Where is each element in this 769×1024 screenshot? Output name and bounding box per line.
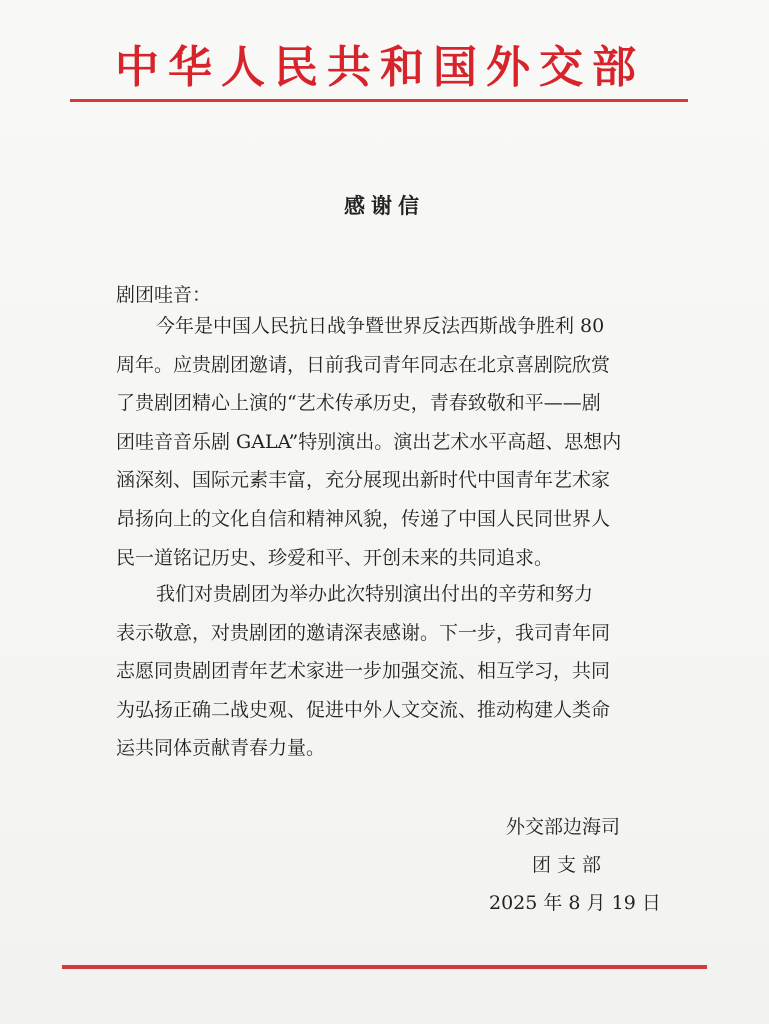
paragraph-line: 民一道铭记历史、珍爱和平、开创未来的共同追求。 <box>116 546 554 569</box>
paragraph-line: 今年是中国人民抗日战争暨世界反法西斯战争胜利 80 <box>156 315 605 337</box>
paragraph-line: 昂扬向上的文化自信和精神风貌，传递了中国人民同世界人 <box>116 507 611 530</box>
footer-red-rule <box>62 965 707 969</box>
paragraph-line: 团哇音音乐剧 GALA”特别演出。演出艺术水平高超、思想内 <box>116 430 622 453</box>
body-paragraph-1 <box>116 307 666 577</box>
signature-date: 2025 年 8 月 19 日 <box>489 892 661 914</box>
paragraph-line: 涵深刻、国际元素丰富，充分展现出新时代中国青年艺术家 <box>116 469 611 492</box>
signature-block <box>480 808 670 922</box>
letterhead-title: 中华人民共和国外交部 <box>115 42 645 93</box>
paragraph-line: 我们对贵剧团为举办此次特别演出付出的辛劳和努力 <box>156 583 594 605</box>
body-paragraph-2 <box>116 575 666 768</box>
salutation: 剧团哇音： <box>116 284 212 306</box>
paragraph-line: 了贵剧团精心上演的“艺术传承历史，青春致敬和平——剧 <box>116 392 601 415</box>
paragraph-line: 为弘扬正确二战史观、促进中外人文交流、推动构建人类命 <box>116 698 611 721</box>
letter-title: 感谢信 <box>344 193 425 218</box>
signature-branch: 团支部 <box>532 854 608 876</box>
paragraph-line: 志愿同贵剧团青年艺术家进一步加强交流、相互学习，共同 <box>116 660 611 683</box>
paragraph-line: 表示敬意，对贵剧团的邀请深表感谢。下一步，我司青年同 <box>116 621 611 644</box>
paragraph-line: 运共同体贡献青春力量。 <box>116 737 326 760</box>
letterhead-red-rule <box>70 99 688 102</box>
signature-organization: 外交部边海司 <box>506 816 621 838</box>
paragraph-line: 周年。应贵剧团邀请，日前我司青年同志在北京喜剧院欣赏 <box>116 353 611 376</box>
